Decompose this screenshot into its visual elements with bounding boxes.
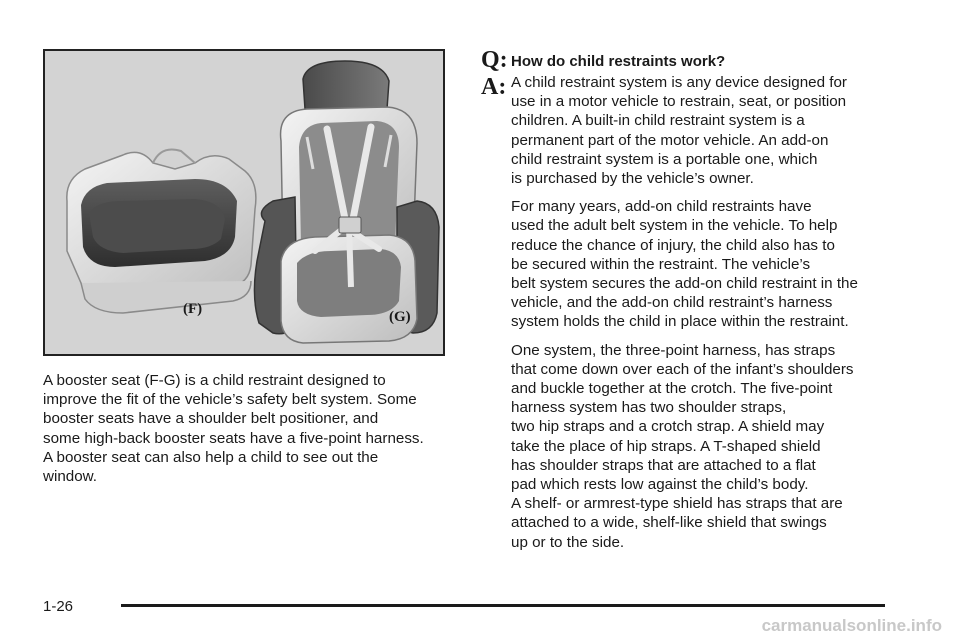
answer-line: up or to the side. bbox=[511, 533, 625, 551]
caption-line: window. bbox=[43, 468, 98, 486]
answer-line: used the adult belt system in the vehicle. To help bbox=[511, 217, 838, 235]
question bbox=[481, 47, 901, 73]
answer-line: permanent part of the motor vehicle. An add-on bbox=[511, 131, 829, 149]
question-text: How do child restraints work? bbox=[511, 53, 726, 70]
booster-seat-f bbox=[67, 150, 256, 314]
answer-line: and buckle together at the crotch. The five-point bbox=[511, 380, 833, 398]
answer-line: A shelf- or armrest-type shield has straps that are bbox=[511, 495, 843, 513]
answer-line: One system, the three-point harness, has straps bbox=[511, 341, 836, 359]
answer-line: take the place of hip straps. A T-shaped shield bbox=[511, 437, 821, 455]
figure-label-g: (G) bbox=[389, 309, 411, 325]
answer-line: attached to a wide, shelf-like shield that swings bbox=[511, 514, 827, 532]
answer-line: is purchased by the vehicle’s owner. bbox=[511, 170, 754, 188]
answer-line: A child restraint system is any device designed for bbox=[511, 74, 847, 91]
answer-line: harness system has two shoulder straps, bbox=[511, 399, 787, 417]
caption-line: booster seats have a shoulder belt positioner, and bbox=[43, 410, 379, 428]
answer-line: that come down over each of the infant’s shoulders bbox=[511, 360, 854, 378]
booster-seat-illustration bbox=[43, 49, 445, 356]
answer-line: For many years, add-on child restraints have bbox=[511, 198, 812, 216]
answer-marker: A: bbox=[481, 74, 507, 100]
answer-paragraph bbox=[511, 73, 901, 188]
caption-line: improve the fit of the vehicle’s safety belt system. Some bbox=[43, 391, 417, 409]
answer-line: belt system secures the add-on child restraint in the bbox=[511, 275, 858, 293]
answer-body bbox=[511, 73, 901, 552]
answer-line: child restraint system is a portable one, which bbox=[511, 150, 818, 168]
booster-seat-g bbox=[254, 61, 439, 343]
answer-line: use in a motor vehicle to restrain, seat, or position bbox=[511, 93, 847, 111]
answer-line: children. A built-in child restraint system is a bbox=[511, 112, 805, 130]
answer-paragraph bbox=[511, 341, 901, 552]
caption-line: some high-back booster seats have a five-point harness. bbox=[43, 429, 424, 447]
footer-divider bbox=[121, 604, 885, 607]
answer-line: pad which rests low against the child’s body. bbox=[511, 476, 809, 494]
question-answer-section bbox=[481, 47, 901, 561]
answer-line: reduce the chance of injury, the child also has to bbox=[511, 236, 835, 254]
caption-line: A booster seat can also help a child to see out the bbox=[43, 448, 379, 466]
caption-line: A booster seat (F-G) is a child restraint designed to bbox=[43, 372, 386, 389]
answer-line: be secured within the restraint. The vehicle’s bbox=[511, 255, 811, 273]
answer-line: vehicle, and the add-on child restraint’s harness bbox=[511, 294, 833, 312]
answer-line: two hip straps and a crotch strap. A shield may bbox=[511, 418, 825, 436]
question-marker: Q: bbox=[481, 47, 508, 73]
page-number: 1-26 bbox=[43, 598, 74, 615]
answer-paragraph bbox=[511, 197, 901, 331]
answer-line: has shoulder straps that are attached to a flat bbox=[511, 456, 816, 474]
figure-caption bbox=[43, 371, 455, 486]
figure-label-f: (F) bbox=[183, 301, 203, 317]
answer bbox=[481, 73, 901, 552]
watermark-text: carmanualsonline.info bbox=[761, 616, 942, 635]
answer-line: system holds the child in place within the restraint. bbox=[511, 313, 849, 331]
